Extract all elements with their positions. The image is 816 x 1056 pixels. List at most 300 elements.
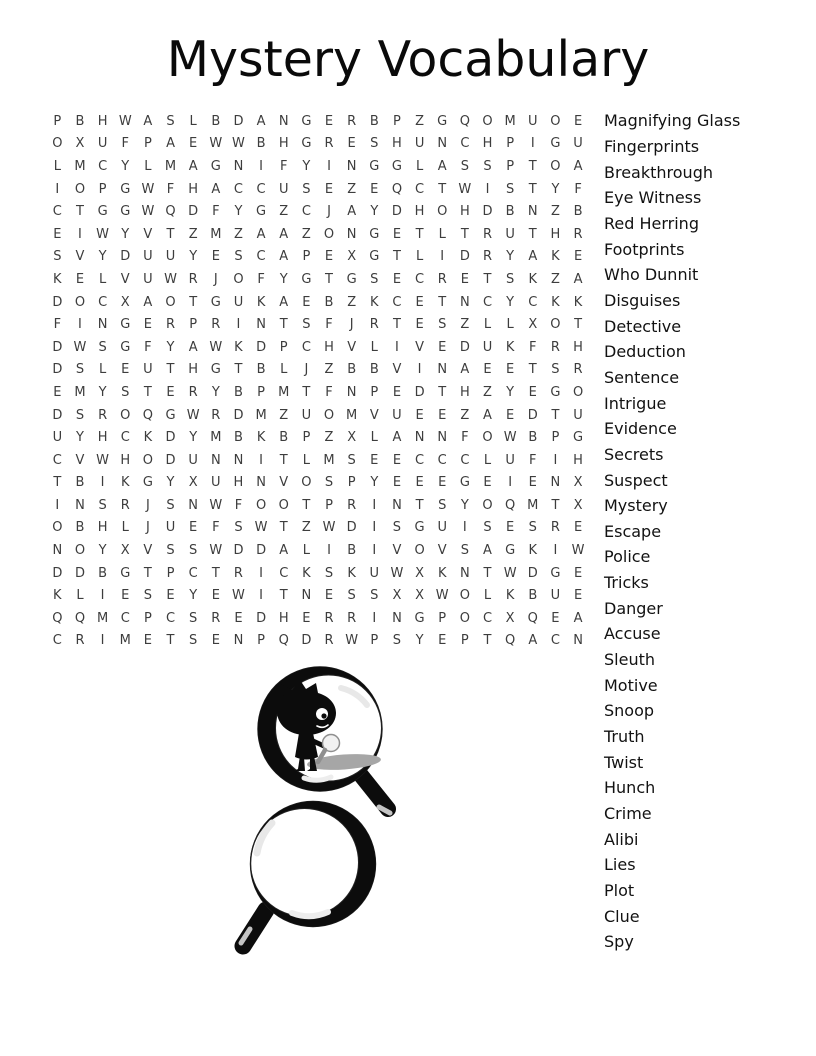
grid-letter: X (347, 249, 357, 265)
grid-letter: G (120, 317, 131, 333)
grid-letter: T (415, 497, 424, 513)
grid-letter: I (100, 588, 105, 604)
word-search-grid (46, 110, 589, 652)
word-list-item: Police (604, 547, 651, 567)
grid-letter: R (75, 633, 85, 649)
grid-letter: Z (460, 407, 470, 423)
grid-letter: U (143, 249, 153, 265)
grid-letter: F (325, 384, 333, 400)
grid-letter: O (414, 543, 425, 559)
grid-letter: A (279, 226, 289, 242)
grid-letter: D (233, 543, 244, 559)
grid-letter: W (390, 565, 404, 581)
grid-letter: S (189, 633, 198, 649)
grid-letter: T (528, 181, 537, 197)
grid-letter: G (369, 158, 380, 174)
grid-letter: N (346, 226, 357, 242)
grid-letter: I (417, 362, 422, 378)
word-list-item: Secrets (604, 444, 664, 464)
grid-letter: R (324, 633, 334, 649)
grid-letter: G (414, 610, 425, 626)
grid-letter: E (392, 475, 402, 491)
grid-letter: J (145, 520, 150, 536)
grid-letter: K (551, 249, 560, 265)
grid-letter: A (347, 204, 357, 220)
grid-letter: U (165, 520, 176, 536)
grid-letter: T (438, 181, 447, 197)
grid-letter: C (52, 633, 62, 649)
grid-letter: L (415, 249, 424, 265)
grid-letter: Q (391, 181, 403, 197)
grid-letter: G (391, 158, 402, 174)
grid-letter: W (232, 136, 245, 152)
grid-letter: O (459, 610, 470, 626)
grid-letter: E (324, 588, 334, 604)
word-list-item: Crime (604, 804, 652, 824)
grid-letter: I (530, 136, 535, 152)
grid-letter: U (573, 407, 583, 423)
grid-letter: C (415, 452, 425, 468)
grid-letter: B (233, 384, 243, 400)
grid-letter: S (347, 588, 356, 604)
grid-letter: A (279, 543, 289, 559)
grid-letter: E (166, 588, 175, 604)
grid-letter: A (483, 543, 492, 559)
grid-letter: H (573, 339, 583, 355)
grid-letter: C (188, 565, 198, 581)
grid-letter: U (437, 520, 447, 536)
grid-letter: M (210, 226, 222, 242)
grid-letter: A (256, 113, 266, 129)
grid-letter: O (482, 430, 493, 446)
grid-letter: K (53, 588, 62, 604)
grid-letter: Q (74, 610, 86, 626)
grid-letter: I (236, 317, 241, 333)
grid-letter: R (188, 384, 198, 400)
grid-letter: G (369, 226, 380, 242)
grid-letter: N (188, 497, 199, 513)
grid-letter: C (52, 204, 62, 220)
grid-letter: Z (279, 204, 289, 220)
grid-letter: P (506, 158, 515, 174)
grid-letter: D (301, 633, 312, 649)
grid-letter: P (143, 136, 152, 152)
word-list-item: Intrigue (604, 393, 667, 413)
grid-letter: O (459, 588, 470, 604)
grid-letter: O (52, 520, 63, 536)
grid-letter: M (323, 452, 335, 468)
grid-letter: X (415, 588, 425, 604)
grid-letter: D (233, 113, 244, 129)
grid-letter: F (461, 430, 469, 446)
word-list-item: Red Herring (604, 213, 699, 233)
grid-letter: E (324, 181, 334, 197)
grid-letter: D (52, 339, 63, 355)
grid-letter: E (392, 226, 402, 242)
grid-letter: N (210, 452, 221, 468)
grid-letter: Y (189, 430, 198, 446)
grid-letter: I (508, 475, 513, 491)
grid-letter: K (505, 339, 515, 355)
word-list-item: Magnifying Glass (604, 111, 741, 131)
grid-letter: E (166, 384, 175, 400)
grid-letter: P (279, 339, 288, 355)
grid-letter: Z (347, 181, 357, 197)
grid-letter: Y (75, 430, 84, 446)
word-list-item: Footprints (604, 239, 685, 259)
grid-letter: H (278, 610, 289, 626)
grid-letter: C (460, 136, 470, 152)
grid-letter: S (347, 452, 356, 468)
grid-letter: A (392, 430, 402, 446)
grid-letter: C (301, 339, 311, 355)
grid-letter: K (120, 475, 130, 491)
grid-letter: U (301, 407, 312, 423)
grid-letter: W (322, 520, 336, 536)
grid-letter: R (211, 317, 221, 333)
grid-letter: E (324, 113, 334, 129)
grid-letter: T (166, 362, 175, 378)
grid-letter: T (460, 226, 469, 242)
grid-letter: D (256, 543, 267, 559)
grid-letter: N (97, 317, 108, 333)
grid-letter: I (553, 543, 558, 559)
grid-letter: L (370, 339, 378, 355)
grid-letter: F (325, 317, 333, 333)
word-list-item: Who Dunnit (604, 265, 699, 285)
grid-letter: G (573, 430, 584, 446)
grid-letter: F (121, 136, 129, 152)
grid-letter: B (256, 362, 266, 378)
grid-letter: T (75, 204, 84, 220)
grid-letter: Z (483, 384, 492, 400)
grid-letter: T (166, 226, 175, 242)
grid-letter: I (553, 452, 558, 468)
word-list-item: Clue (604, 906, 640, 926)
grid-letter: J (213, 271, 218, 287)
grid-letter: F (144, 339, 152, 355)
grid-letter: L (98, 362, 107, 378)
grid-letter: T (551, 497, 560, 513)
grid-letter: E (324, 249, 334, 265)
grid-letter: T (528, 158, 537, 174)
grid-letter: I (462, 520, 467, 536)
grid-letter: V (392, 362, 402, 378)
grid-letter: D (52, 407, 63, 423)
grid-letter: R (347, 497, 357, 513)
grid-letter: G (120, 565, 131, 581)
grid-letter: S (98, 339, 107, 355)
grid-letter: N (75, 497, 85, 513)
grid-letter: V (392, 543, 402, 559)
grid-letter: T (53, 475, 62, 491)
grid-letter: C (256, 181, 266, 197)
grid-letter: E (234, 610, 243, 626)
grid-letter: S (392, 633, 402, 649)
grid-letter: X (75, 136, 85, 152)
grid-letter: R (550, 520, 560, 536)
grid-letter: C (415, 181, 425, 197)
grid-letter: K (53, 271, 62, 287)
grid-letter: M (210, 430, 222, 446)
grid-letter: N (346, 158, 357, 174)
grid-letter: H (573, 452, 583, 468)
grid-letter: O (120, 407, 131, 423)
grid-letter: F (574, 181, 582, 197)
grid-letter: E (438, 475, 447, 491)
grid-letter: K (347, 565, 356, 581)
grid-letter: T (528, 226, 537, 242)
grid-letter: U (392, 407, 402, 423)
grid-letter: B (528, 588, 538, 604)
grid-letter: M (504, 113, 516, 129)
grid-letter: D (52, 294, 63, 310)
grid-letter: B (347, 362, 357, 378)
grid-letter: S (75, 362, 85, 378)
grid-letter: E (528, 475, 537, 491)
word-list-item: Evidence (604, 419, 677, 439)
grid-letter: G (301, 136, 312, 152)
grid-letter: W (73, 339, 87, 355)
grid-letter: S (483, 520, 492, 536)
grid-letter: L (76, 588, 84, 604)
grid-letter: Q (165, 204, 176, 220)
grid-letter: N (256, 475, 266, 491)
grid-letter: S (302, 317, 311, 333)
grid-letter: D (233, 407, 244, 423)
grid-letter: Z (233, 226, 243, 242)
grid-letter: M (164, 158, 177, 174)
grid-letter: H (392, 136, 402, 152)
grid-letter: G (120, 204, 131, 220)
grid-letter: X (415, 565, 425, 581)
grid-letter: C (482, 610, 493, 626)
grid-letter: O (255, 497, 267, 513)
grid-letter: S (370, 136, 379, 152)
grid-letter: E (506, 407, 515, 423)
grid-letter: E (370, 181, 379, 197)
grid-letter: E (551, 610, 560, 626)
grid-letter: S (166, 113, 175, 129)
grid-letter: G (165, 407, 176, 423)
grid-letter: M (527, 497, 539, 513)
grid-letter: A (211, 181, 221, 197)
grid-letter: F (529, 339, 537, 355)
grid-letter: I (259, 588, 263, 604)
grid-letter: P (166, 565, 175, 581)
grid-letter: T (302, 497, 311, 513)
grid-letter: K (256, 294, 266, 310)
grid-letter: S (166, 497, 175, 513)
grid-letter: P (257, 384, 265, 400)
word-list-item: Breakthrough (604, 162, 713, 182)
grid-letter: A (279, 294, 289, 310)
grid-letter: W (458, 181, 472, 197)
grid-letter: E (483, 362, 492, 378)
grid-letter: N (573, 633, 583, 649)
grid-letter: Z (188, 226, 198, 242)
grid-letter: D (527, 565, 538, 581)
grid-letter: E (415, 317, 424, 333)
grid-letter: L (483, 317, 492, 333)
grid-letter: T (528, 362, 537, 378)
grid-letter: R (347, 610, 357, 626)
grid-letter: R (166, 317, 176, 333)
grid-letter: C (120, 430, 130, 446)
grid-letter: P (370, 633, 379, 649)
grid-letter: T (392, 249, 401, 265)
grid-letter: X (120, 294, 130, 310)
grid-letter: W (503, 430, 517, 446)
grid-letter: I (485, 181, 490, 197)
grid-letter: Y (506, 384, 515, 400)
grid-letter: N (256, 317, 266, 333)
word-list-item: Accuse (604, 624, 661, 644)
grid-letter: Q (527, 610, 538, 626)
grid-letter: W (232, 588, 245, 604)
grid-letter: L (53, 158, 61, 174)
grid-letter: D (52, 565, 63, 581)
grid-letter: F (257, 271, 265, 287)
word-list-item: Mystery (604, 496, 668, 516)
grid-letter: I (327, 158, 331, 174)
grid-letter: T (234, 362, 243, 378)
grid-letter: M (96, 610, 109, 626)
grid-letter: C (120, 610, 130, 626)
grid-letter: W (209, 543, 223, 559)
grid-letter: R (98, 407, 108, 423)
grid-letter: X (528, 317, 538, 333)
grid-letter: U (143, 271, 153, 287)
grid-letter: P (53, 113, 62, 129)
grid-letter: U (369, 565, 380, 581)
grid-letter: Y (98, 384, 107, 400)
grid-letter: L (302, 543, 310, 559)
grid-letter: N (233, 158, 244, 174)
grid-letter: D (482, 204, 493, 220)
grid-letter: G (437, 113, 448, 129)
grid-letter: S (438, 317, 447, 333)
grid-letter: N (437, 430, 448, 446)
grid-letter: E (75, 271, 85, 287)
grid-letter: B (279, 430, 289, 446)
grid-letter: Z (460, 317, 470, 333)
grid-letter: D (120, 249, 131, 265)
grid-letter: E (460, 271, 469, 287)
grid-letter: V (143, 543, 153, 559)
grid-letter: X (188, 475, 198, 491)
grid-letter: N (278, 113, 289, 129)
grid-letter: D (459, 249, 470, 265)
grid-letter: O (572, 384, 584, 400)
grid-letter: G (97, 204, 108, 220)
grid-letter: K (573, 294, 583, 310)
grid-letter: H (97, 113, 108, 129)
grid-letter: O (165, 294, 176, 310)
grid-letter: S (324, 475, 334, 491)
grid-letter: D (52, 362, 63, 378)
grid-letter: U (482, 339, 493, 355)
grid-letter: E (415, 475, 424, 491)
grid-letter: V (369, 407, 379, 423)
grid-letter: S (370, 271, 379, 287)
grid-letter: S (234, 520, 243, 536)
grid-letter: T (279, 452, 288, 468)
grid-letter: G (346, 271, 357, 287)
grid-letter: P (143, 610, 152, 626)
grid-letter: E (392, 452, 402, 468)
grid-letter: I (259, 452, 263, 468)
grid-letter: W (141, 181, 155, 197)
grid-letter: G (301, 113, 312, 129)
grid-letter: R (188, 271, 198, 287)
grid-letter: E (370, 452, 379, 468)
grid-letter: G (120, 181, 131, 197)
word-list-item: Detective (604, 316, 682, 336)
grid-letter: Y (189, 249, 198, 265)
grid-letter: Q (52, 610, 63, 626)
grid-letter: D (414, 384, 425, 400)
grid-letter: B (233, 430, 243, 446)
grid-letter: Q (505, 497, 516, 513)
grid-letter: R (211, 610, 221, 626)
grid-letter: E (506, 520, 515, 536)
grid-letter: I (55, 497, 60, 513)
grid-letter: Y (234, 204, 243, 220)
grid-letter: C (460, 452, 470, 468)
word-list-item: Lies (604, 855, 636, 875)
grid-letter: T (302, 384, 311, 400)
grid-letter: E (121, 362, 130, 378)
grid-letter: H (550, 226, 561, 242)
grid-letter: S (483, 158, 492, 174)
grid-letter: A (573, 610, 583, 626)
word-list-item: Plot (604, 881, 635, 901)
grid-letter: I (372, 543, 377, 559)
grid-letter: H (324, 339, 334, 355)
grid-letter: D (527, 407, 538, 423)
word-list-item: Hunch (604, 778, 656, 798)
grid-letter: B (211, 113, 221, 129)
grid-letter: Z (550, 204, 560, 220)
grid-letter: D (391, 204, 402, 220)
grid-letter: B (369, 362, 379, 378)
grid-letter: H (188, 362, 199, 378)
grid-letter: U (165, 249, 176, 265)
grid-letter: A (188, 339, 198, 355)
grid-letter: B (75, 475, 85, 491)
grid-letter: O (142, 452, 153, 468)
grid-letter: J (327, 204, 331, 220)
grid-letter: S (324, 565, 334, 581)
grid-letter: E (573, 249, 583, 265)
grid-letter: G (210, 158, 221, 174)
grid-letter: N (52, 543, 63, 559)
grid-letter: P (551, 430, 560, 446)
grid-letter: N (550, 475, 561, 491)
grid-letter: H (97, 430, 108, 446)
grid-letter: U (211, 475, 221, 491)
grid-letter: R (437, 271, 447, 287)
grid-letter: S (189, 610, 198, 626)
grid-letter: Z (550, 271, 560, 287)
grid-letter: W (345, 633, 359, 649)
grid-letter: K (528, 543, 538, 559)
grid-letter: B (75, 520, 85, 536)
grid-letter: B (324, 294, 334, 310)
grid-letter: V (279, 475, 289, 491)
grid-letter: T (143, 384, 152, 400)
